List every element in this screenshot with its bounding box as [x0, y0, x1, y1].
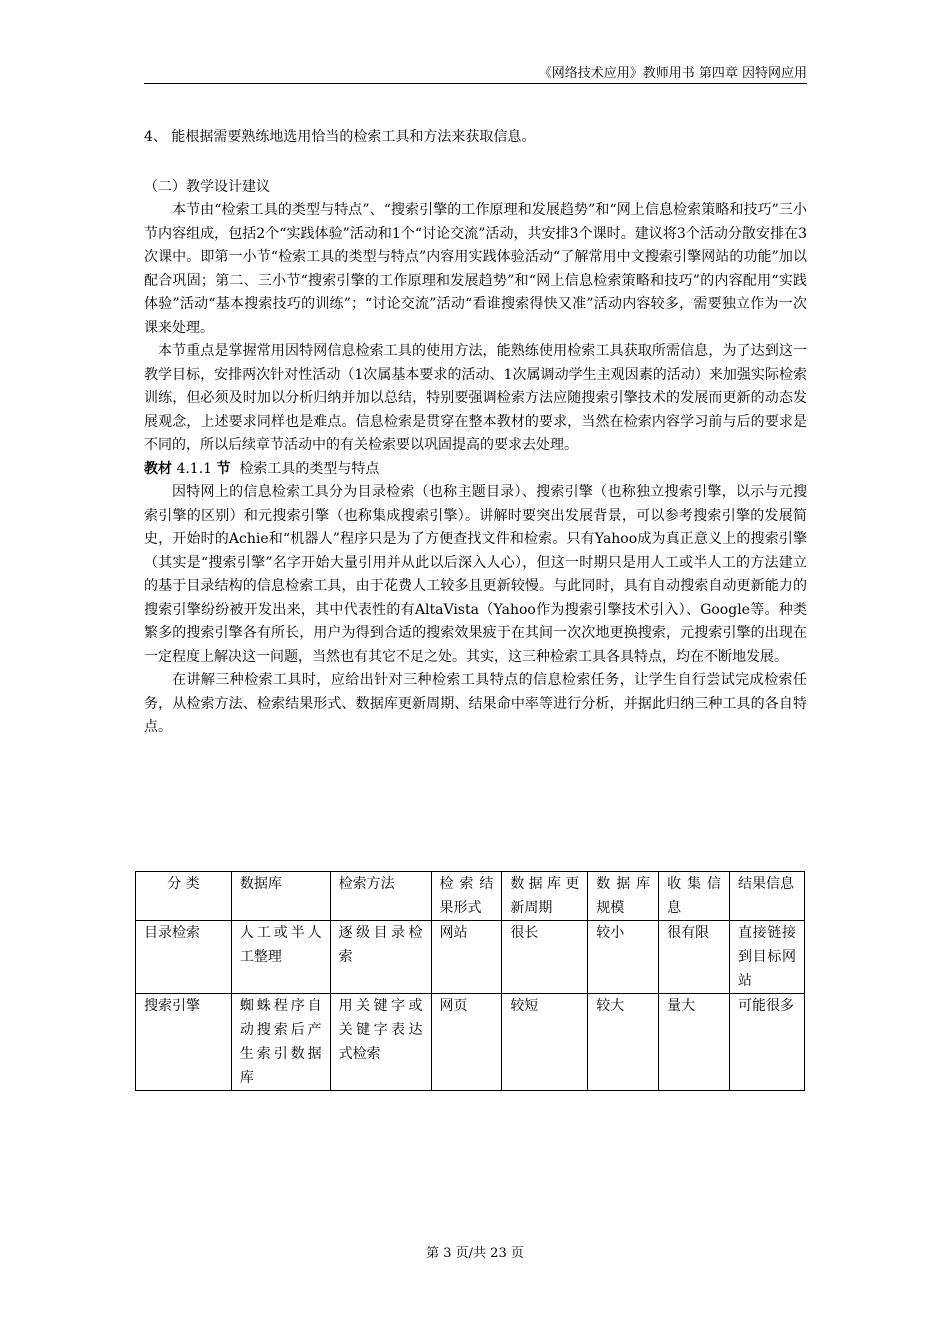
table-header-cell: 数据库规模 [588, 872, 659, 921]
paragraph: 因特网上的信息检索工具分为目录检索（也称主题目录）、搜索引擎（也称独立搜索引擎，以示与元搜索引擎的区别）和元搜索引擎（也称集成搜索引擎）。讲解时要突出发展背景，可以参考搜索引擎的发展简史，开始时的Achie和“机器人”程序只是为了方便查找文件和检索。只有Yahoo成为真正意义上的搜索引擎（其实是“搜索引擎”名字开始大量引用并从此以后深入人心），但这一时期只是用人工或半人工的方法建立的基于目录结构的信息检索工具，由于花费人工较多且更新较慢。与此同时，具有自动搜索自动更新能力的搜索引擎纷纷被开发出来，其中代表性的有AltaVista（Yahoo作为搜索引擎技术引入）、Google等。种类繁多的搜索引擎各有所长，用户为得到合适的搜索效果疲于在其间一次次地更换搜索，元搜索引擎的出现在一定程度上解决这一问题，当然也有其它不足之处。其实，这三种检索工具各具特点，均在不断地发展。 [144, 484, 807, 665]
table-header-cell: 分 类 [136, 872, 232, 921]
textbook-heading [144, 458, 807, 482]
textbook-title: 检索工具的类型与特点 [239, 460, 380, 477]
paragraph: 本节由“检索工具的类型与特点”、“搜索引擎的工作原理和发展趋势”和“网上信息检索策略和技巧”三小节内容组成，包括2个“实践体验”活动和1个“讨论交流”活动，共安排3个课时。建议将3个活动分散安排在3次课中。即第一小节“检索工具的类型与特点”内容用实践体验活动“了解常用中文搜索引擎网站的功能”加以配合巩固；第二、三小节“搜索引擎的工作原理和发展趋势”和“网上信息检索策略和技巧”的内容配用“实践体验”活动“基本搜索技巧的训练”；“讨论交流”活动“看谁搜索得快又准”活动内容较多，需要独立作为一次课来处理。 [144, 202, 807, 336]
textbook-jie: 节 [216, 460, 231, 477]
paragraph: 在讲解三种检索工具时，应给出针对三种检索工具特点的信息检索任务，让学生自行尝试完成检索任务，从检索方法、检索结果形式、数据库更新周期、结果命中率等进行分析，并据此归纳三种工具的各自特点。 [144, 672, 807, 735]
header-divider [144, 83, 807, 84]
textbook-label: 教材 [144, 460, 172, 477]
table-header-cell: 数据库 [231, 872, 330, 921]
table-cell: 很长 [502, 921, 588, 994]
table-cell: 直接链接到目标网站 [730, 921, 805, 994]
comparison-table [135, 871, 805, 1091]
table-cell: 搜索引擎 [136, 994, 232, 1091]
table-cell: 网站 [431, 921, 502, 994]
table-cell: 很有限 [659, 921, 730, 994]
table-cell: 较小 [588, 921, 659, 994]
table-header-cell: 数据库更新周期 [502, 872, 588, 921]
objective-item-4: 4、 能根据需要熟练地选用恰当的检索工具和方法来获取信息。 [144, 129, 536, 145]
table-cell: 人工或半人工整理 [231, 921, 330, 994]
page-header: 《网络技术应用》教师用书 第四章 因特网应用 [538, 66, 807, 81]
table-cell: 量大 [659, 994, 730, 1091]
table-cell: 目录检索 [136, 921, 232, 994]
table-cell: 用关键字或关键字表达式检索 [330, 994, 431, 1091]
document-body [144, 126, 807, 740]
table-cell: 较大 [588, 994, 659, 1091]
table-cell: 可能很多 [730, 994, 805, 1091]
table-header-row [136, 872, 805, 921]
table-header-cell: 检索方法 [330, 872, 431, 921]
table-header-cell: 结果信息 [730, 872, 805, 921]
textbook-number: 4.1.1 [176, 460, 213, 477]
table-row [136, 994, 805, 1091]
table-cell: 较短 [502, 994, 588, 1091]
table-cell: 网页 [431, 994, 502, 1091]
section-title: （二）教学设计建议 [144, 178, 270, 195]
page-footer: 第 3 页/共 23 页 [426, 1246, 524, 1261]
table-cell: 蜘蛛程序自动搜索后产生索引数据库 [231, 994, 330, 1091]
table-header-cell: 检索结果形式 [431, 872, 502, 921]
paragraph: 本节重点是掌握常用因特网信息检索工具的使用方法，能熟练使用检索工具获取所需信息，为了达到这一教学目标，安排两次针对性活动（1次属基本要求的活动、1次属调动学生主观因素的活动）来加强实际检索训练，但必须及时加以分析归纳并加以总结，特别要强调检索方法应随搜索引擎技术的发展而更新的动态发展观念，上述要求同样也是难点。信息检索是贯穿在整本教材的要求，当然在检索内容学习前与后的要求是不同的，所以后续章节活动中的有关检索要以巩固提高的要求去处理。 [144, 343, 807, 453]
table-cell: 逐级目录检索 [330, 921, 431, 994]
table-row [136, 921, 805, 994]
table-header-cell: 收集信息 [659, 872, 730, 921]
